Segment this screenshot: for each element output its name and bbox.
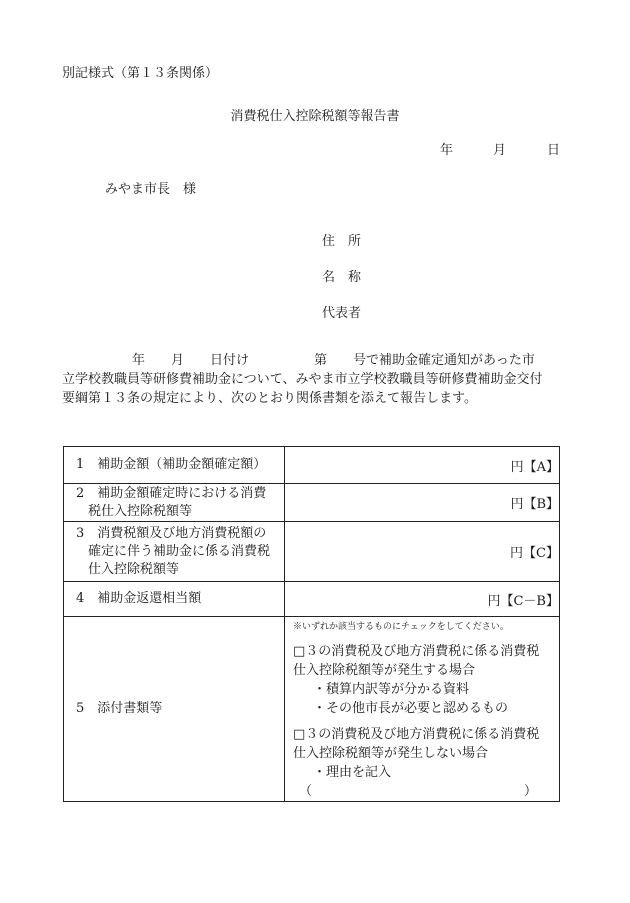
item-label-continued: 税仕入控除税額等: [88, 503, 193, 519]
option-text: 仕入控除税額等が発生する場合: [293, 663, 476, 678]
report-table: [63, 446, 560, 802]
option-subitem: ・積算内訳等が分かる資料: [313, 682, 470, 697]
item-cell: [64, 522, 285, 582]
amount-field[interactable]: 円【C】: [285, 522, 560, 582]
sender-address-label: 住 所: [322, 234, 362, 249]
table-row: [64, 522, 560, 582]
close-paren: ）: [523, 784, 537, 799]
checklist-note: ※いずれか該当するものにチェックをしてください。: [293, 622, 509, 632]
item-label: 5 添付書類等: [76, 701, 163, 716]
table-row: [64, 617, 560, 802]
option-text: □３の消費税及び地方消費税に係る消費税: [293, 727, 540, 742]
open-paren: （: [299, 784, 313, 799]
body-line: 要綱第１３条の規定により、次のとおり関係書類を添えて報告します。: [62, 391, 477, 406]
option-subitem: ・理由を記入: [313, 765, 392, 780]
amount-field[interactable]: 円【C－B】: [285, 582, 560, 617]
table-row: [64, 582, 560, 617]
reason-input[interactable]: [285, 782, 559, 801]
date-year-label: 年: [440, 143, 454, 158]
item-label: 3 消費税額及び地方消費税額の: [76, 525, 267, 541]
addressee: みやま市長 様: [105, 182, 197, 197]
body-line: 立学校教職員等研修費補助金について、みやま市立学校教職員等研修費補助金交付: [62, 372, 543, 387]
form-number: 別記様式（第１３条関係）: [62, 66, 219, 81]
option-text: □３の消費税及び地方消費税に係る消費税: [293, 644, 540, 659]
item-label: 2 補助金額確定時における消費: [76, 485, 267, 501]
item-label: 1 補助金額（補助金額確定額）: [76, 457, 267, 472]
option-subitem: ・その他市長が必要と認めるもの: [313, 701, 509, 716]
sender-representative-label: 代表者: [322, 306, 362, 321]
item-label: 4 補助金返還相当額: [76, 591, 202, 606]
checkbox-option-applicable[interactable]: [285, 642, 559, 718]
attachments-cell: [285, 617, 560, 802]
sender-name-label: 名 称: [322, 270, 362, 285]
amount-field[interactable]: 円【B】: [285, 484, 560, 522]
item-cell: [64, 447, 285, 484]
item-cell: [64, 617, 285, 802]
table-row: [64, 484, 560, 522]
date-month-label: 月: [493, 143, 507, 158]
item-label-continued: 確定に伴う補助金に係る消費税: [88, 543, 271, 559]
item-cell: [64, 484, 285, 522]
report-body: [62, 351, 562, 408]
table-row: [64, 447, 560, 484]
document-title: 消費税仕入控除税額等報告書: [230, 109, 400, 124]
date-day-label: 日: [547, 143, 561, 158]
body-line: 年 月 日付け 第 号で補助金確定通知があった市: [132, 353, 535, 368]
option-text: 仕入控除税額等が発生しない場合: [293, 746, 489, 761]
item-label-continued: 仕入控除税額等: [88, 561, 180, 577]
checkbox-option-not-applicable[interactable]: [285, 725, 559, 782]
item-cell: [64, 582, 285, 617]
amount-field[interactable]: 円【A】: [285, 447, 560, 484]
